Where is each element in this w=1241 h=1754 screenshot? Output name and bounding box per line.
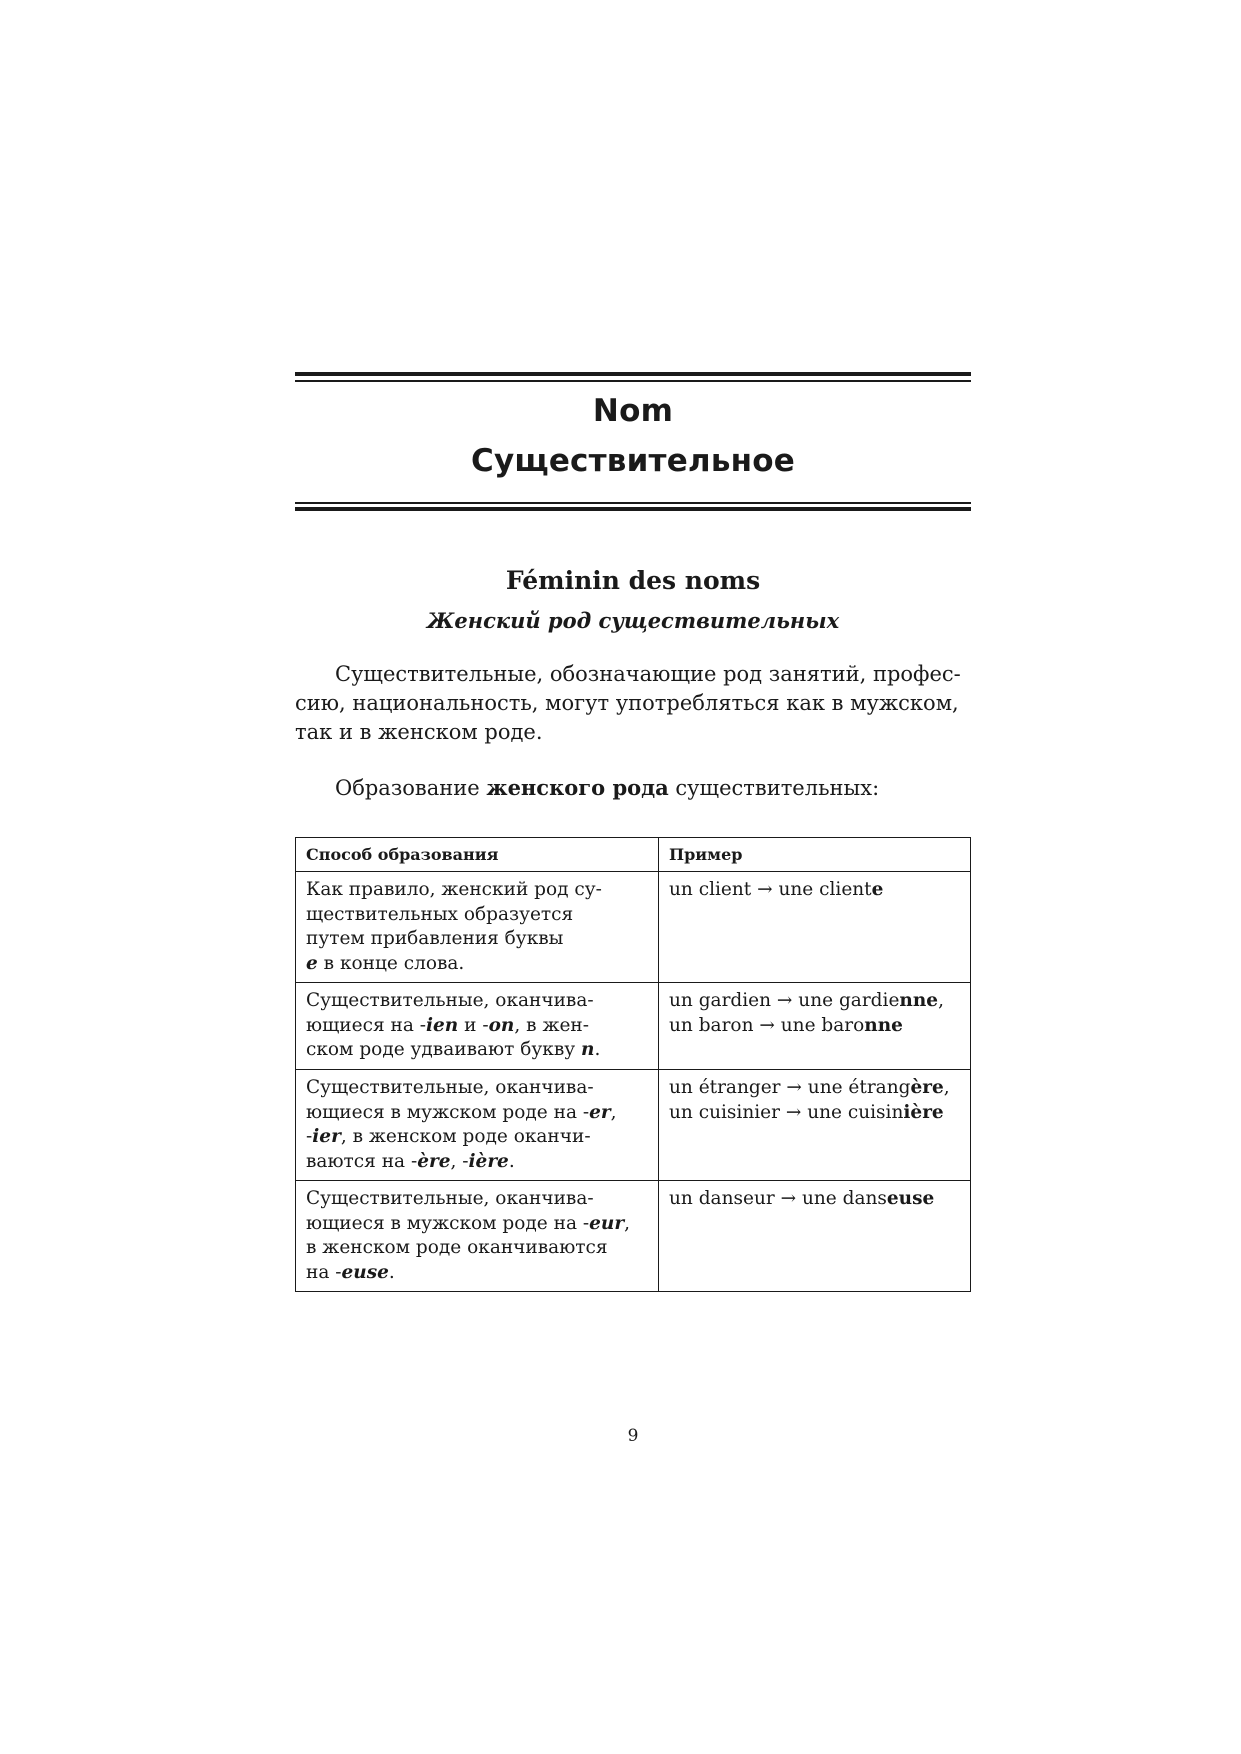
intro-paragraph bbox=[295, 660, 971, 747]
cell-text: и - bbox=[458, 1014, 489, 1036]
cell-line: Как правило, женский род су- bbox=[306, 879, 602, 900]
table-cell-method bbox=[296, 983, 659, 1070]
cell-line bbox=[306, 1014, 648, 1039]
cell-line: в женском роде оканчиваются bbox=[306, 1237, 608, 1258]
cell-text: ющиеся на - bbox=[306, 1014, 426, 1036]
page-number: 9 bbox=[627, 1426, 639, 1446]
cell-text: - bbox=[306, 1126, 313, 1147]
table-cell-example bbox=[659, 1181, 971, 1292]
table-row bbox=[296, 872, 971, 983]
chapter-bottom-rule-thin bbox=[295, 502, 971, 504]
intro-line-2: сию, национальность, могут употребляться как в мужском, bbox=[295, 691, 959, 715]
cell-line: Существительные, оканчива- bbox=[306, 990, 594, 1011]
ending-bold: ien bbox=[426, 1014, 459, 1036]
section-title-ru: Женский род существительных bbox=[426, 608, 840, 633]
table-cell-method bbox=[296, 1070, 659, 1181]
ending-bold: n bbox=[581, 1039, 595, 1060]
cell-line bbox=[306, 1038, 648, 1063]
table-header-method: Способ образования bbox=[296, 838, 659, 872]
chapter-title-fr: Nom bbox=[592, 393, 674, 429]
cell-text: un étranger → une étrang bbox=[669, 1077, 911, 1098]
table-header-example: Пример bbox=[659, 838, 971, 872]
cell-line bbox=[669, 1076, 960, 1101]
cell-text: . bbox=[388, 1261, 395, 1283]
ending-bold: nne bbox=[899, 990, 939, 1011]
formation-bold: женского рода bbox=[486, 775, 669, 800]
cell-text: un baron → une baro bbox=[669, 1014, 865, 1036]
table-row bbox=[296, 983, 971, 1070]
cell-text: в конце слова. bbox=[317, 952, 465, 974]
chapter-top-rule-thick bbox=[295, 372, 971, 376]
cell-text: ющиеся в мужском роде на - bbox=[306, 1212, 590, 1234]
section-title-fr: Féminin des noms bbox=[505, 566, 761, 595]
table-cell-method bbox=[296, 1181, 659, 1292]
cell-text: un gardien → une gardie bbox=[669, 990, 900, 1011]
cell-line: Существительные, оканчива- bbox=[306, 1188, 594, 1209]
cell-line bbox=[669, 1101, 960, 1126]
cell-text: ющиеся в мужском роде на - bbox=[306, 1101, 590, 1123]
cell-line bbox=[306, 1150, 648, 1175]
cell-line bbox=[669, 1187, 960, 1212]
ending-bold: ier bbox=[312, 1126, 341, 1147]
cell-line bbox=[669, 1014, 960, 1039]
cell-line: путем прибавления буквы bbox=[306, 928, 564, 949]
formation-table bbox=[295, 837, 971, 1292]
table-row bbox=[296, 1070, 971, 1181]
table-row bbox=[296, 1181, 971, 1292]
table-cell-method bbox=[296, 872, 659, 983]
intro-line-3: так и в женском роде. bbox=[295, 720, 543, 744]
ending-bold: ière bbox=[903, 1101, 944, 1123]
formation-paragraph bbox=[295, 773, 971, 803]
ending-bold: nne bbox=[864, 1014, 903, 1036]
table-header-row bbox=[296, 838, 971, 872]
cell-text: , bbox=[938, 990, 944, 1011]
ending-bold: ère bbox=[910, 1077, 944, 1098]
cell-line: ществительных образуется bbox=[306, 903, 574, 925]
cell-text: un cuisinier → une cuisin bbox=[669, 1101, 904, 1123]
cell-text: , bbox=[943, 1077, 950, 1098]
cell-text: , - bbox=[450, 1150, 469, 1172]
ending-bold: er bbox=[589, 1101, 611, 1123]
cell-text: ском роде удваивают букву bbox=[306, 1039, 582, 1060]
cell-line bbox=[306, 1261, 648, 1286]
cell-line bbox=[306, 1212, 648, 1237]
cell-text: , bbox=[624, 1212, 630, 1234]
cell-text: . bbox=[508, 1150, 515, 1172]
letter-e: e bbox=[306, 952, 318, 974]
cell-text: un danseur → une dans bbox=[669, 1188, 887, 1209]
cell-text: , в женском роде оканчи- bbox=[340, 1126, 591, 1147]
ending-bold: ère bbox=[417, 1150, 451, 1172]
cell-text: , в жен- bbox=[514, 1014, 589, 1036]
ending-bold: euse bbox=[886, 1188, 935, 1209]
chapter-title-ru: Существительное bbox=[471, 443, 795, 479]
chapter-bottom-rule-thick bbox=[295, 507, 971, 511]
cell-line bbox=[306, 952, 648, 977]
cell-line bbox=[669, 878, 960, 903]
cell-line: Существительные, оканчива- bbox=[306, 1077, 594, 1098]
cell-text: ваются на - bbox=[306, 1150, 418, 1172]
table-cell-example bbox=[659, 983, 971, 1070]
cell-text: , bbox=[610, 1101, 617, 1123]
chapter-top-rule-thin bbox=[295, 380, 971, 382]
ending-bold: on bbox=[488, 1014, 515, 1036]
cell-line bbox=[669, 989, 960, 1014]
cell-text: un client → une client bbox=[669, 879, 872, 900]
ending-bold: eur bbox=[589, 1212, 625, 1234]
cell-line bbox=[306, 1101, 648, 1126]
cell-text: . bbox=[594, 1039, 601, 1060]
cell-text: на - bbox=[306, 1261, 342, 1283]
intro-line-1: Существительные, обозначающие род занятий, профес- bbox=[335, 662, 961, 686]
ending-bold: e bbox=[871, 879, 884, 900]
table-cell-example bbox=[659, 1070, 971, 1181]
formation-prefix: Образование bbox=[335, 776, 487, 800]
ending-bold: ière bbox=[468, 1150, 509, 1172]
formation-suffix: существительных: bbox=[668, 776, 880, 800]
ending-bold: euse bbox=[341, 1261, 389, 1283]
cell-line bbox=[306, 1125, 648, 1150]
table-cell-example bbox=[659, 872, 971, 983]
